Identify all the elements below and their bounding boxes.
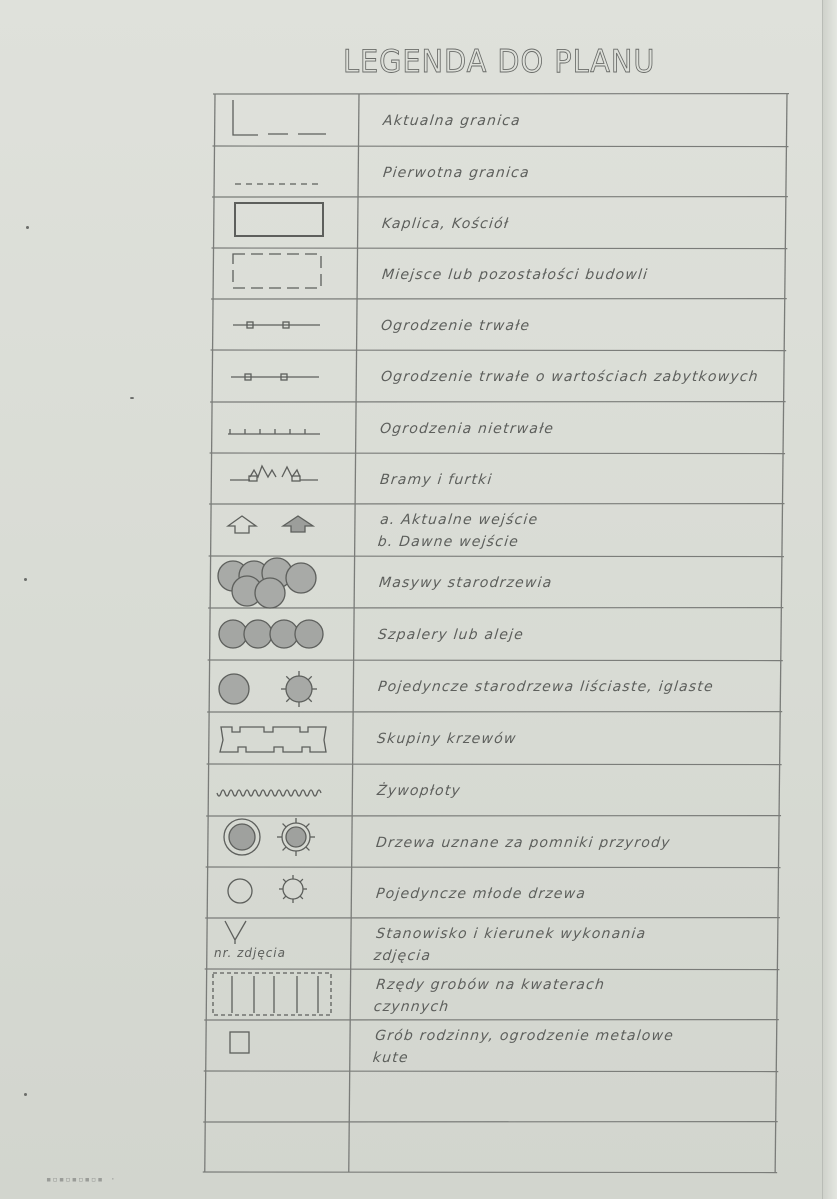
legend-row-label [377, 572, 553, 594]
photo-number-caption: nr. zdjęcia [214, 946, 286, 960]
shrub-groups-symbol [220, 727, 326, 752]
building-remains-symbol [233, 254, 321, 288]
legend-row-label [380, 264, 648, 286]
legend-row-label [376, 728, 518, 750]
legend-row-label [376, 676, 714, 698]
legend-row-label-line: Drzewa uznane za pomniki przyrody [375, 834, 672, 851]
old-tree-masses-symbol [218, 558, 316, 608]
legend-row-label-line: Bramy i furtki [378, 471, 493, 488]
legend-title: LEGENDA DO PLANU [343, 44, 656, 80]
current-boundary-symbol [233, 100, 326, 135]
legend-row-label-line: Grób rodzinny, ogrodzenie metalowe [374, 1027, 676, 1044]
legend-row-label [375, 780, 461, 802]
table-column-divider [349, 94, 359, 1172]
legend-row-label-line: Ogrodzenia nietrwałe [379, 420, 556, 437]
legend-row-label-line: Pierwotna granica [381, 164, 531, 181]
table-row-rule [212, 248, 788, 249]
family-grave-symbol [230, 1032, 249, 1053]
table-row-rule [205, 969, 780, 970]
permanent-fence-symbol [233, 322, 320, 328]
entrances-symbol [228, 516, 313, 533]
table-row-rule [207, 764, 782, 765]
table-row-rule [206, 867, 781, 868]
legend-row-label-line: Miejsce lub pozostałości budowli [380, 266, 649, 283]
legend-row-label [377, 624, 525, 646]
table-row-rule [208, 660, 783, 661]
table-row-rule [203, 1172, 777, 1173]
legend-row-label [372, 1025, 676, 1069]
legend-row-label [375, 832, 672, 854]
legend-row-label-line: czynnych [372, 998, 450, 1015]
legend-row-label-line: Ogrodzenie trwałe o wartościach zabytkowych [379, 369, 760, 385]
table-row-rule [213, 146, 789, 147]
table-row-rule [210, 453, 785, 454]
grave-rows-symbol [213, 973, 331, 1015]
gates-symbol [230, 466, 318, 481]
legend-row-label [375, 883, 587, 905]
legend-row-label-line: Skupiny krzewów [376, 731, 518, 747]
paper-speck [24, 1093, 27, 1096]
natural-monument-trees-symbol [224, 818, 315, 856]
legend-row-label-line: Kaplica, Kościół [381, 215, 510, 232]
legend-row-label [380, 315, 532, 337]
legend-row-label-line: Pojedyncze starodrzewa liściaste, iglaste [376, 679, 715, 695]
legend-row-label-line: Masywy starodrzewia [377, 575, 553, 591]
legend-row-label [373, 923, 648, 967]
table-row-rule [209, 556, 784, 557]
legend-row-label-line: Ogrodzenie trwałe [380, 317, 532, 334]
paper-speck [24, 578, 27, 581]
legend-row-label-line: Żywopłoty [375, 783, 462, 799]
legend-row-label-line: b. Dawne wejście [377, 534, 520, 550]
legend-row-label-line: Aktualna granica [382, 113, 522, 129]
legend-row-label [381, 213, 510, 235]
temporary-fence-symbol [228, 429, 320, 434]
tree-rows-symbol [219, 620, 323, 648]
legend-row-label [381, 162, 530, 184]
legend-row-label [378, 469, 493, 491]
legend-row-label [382, 110, 522, 132]
single-old-trees-symbol [219, 671, 317, 707]
legend-row-label-line: zdjęcia [373, 947, 433, 964]
paper-speck [26, 226, 29, 229]
young-trees-symbol [228, 875, 307, 903]
chapel-church-symbol [235, 203, 323, 236]
legend-row-label-line: Szpalery lub aleje [377, 627, 525, 643]
legend-row-label-line: Rzędy grobów na kwaterach [375, 976, 606, 993]
legend-row-label [377, 509, 540, 553]
paper-speck [130, 397, 134, 399]
legend-row-label [379, 418, 555, 440]
table-row-rule [211, 350, 787, 351]
legend-row-label-line: Pojedyncze młode drzewa [374, 885, 587, 902]
legend-row-label-line: a. Aktualne wejście [379, 512, 540, 528]
table-row-rule [204, 1071, 779, 1072]
archive-mark: ▪▫▪▫▪▫▪▫▪ · [46, 1175, 117, 1185]
hedges-symbol [217, 790, 321, 796]
historic-fence-symbol [231, 374, 319, 380]
photo-position-symbol [225, 921, 246, 944]
legend-row-label [372, 974, 606, 1018]
table-right-border [775, 94, 787, 1172]
legend-row-label [379, 366, 759, 388]
legend-row-label-line: kute [372, 1049, 410, 1066]
legend-row-label-line: Stanowisko i kierunek wykonania [375, 925, 648, 942]
